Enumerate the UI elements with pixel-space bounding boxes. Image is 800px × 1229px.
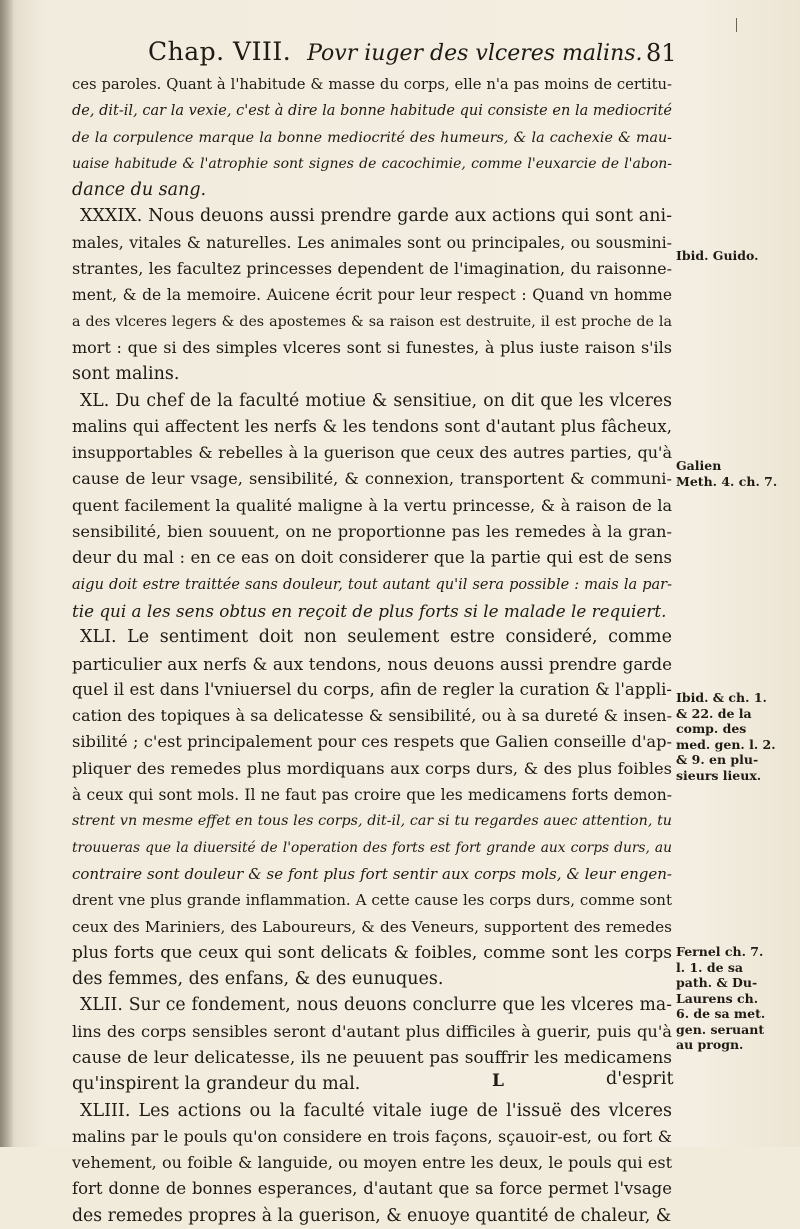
- margin-note-galien: [676, 458, 794, 489]
- margin-note-ibid-guido: [676, 248, 794, 264]
- text-line: contraire sont douleur & se font plus fort sentir aux corps mols, & leur engen-: [72, 864, 672, 883]
- text-line: XXXIX. Nous deuons aussi prendre garde aux actions qui sont ani-: [80, 206, 672, 227]
- text-line: tie qui a les sens obtus en reçoit de plus forts si le malade le requiert.: [72, 600, 667, 621]
- text-line: drent vne plus grande inflammation. A cette cause les corps durs, comme sont: [72, 891, 672, 910]
- text-line: trouueras que la diuersité de l'operation des forts est fort grande aux corps durs, au: [72, 839, 672, 856]
- margin-note-line: Laurens ch.: [676, 990, 759, 1006]
- text-line: lins des corps sensibles seront d'autant plus difficiles à guerir, puis qu'à: [72, 1021, 672, 1041]
- text-line: fort donne de bonnes esperances, d'autant que sa force permet l'vsage: [72, 1179, 672, 1199]
- text-line: strantes, les facultez princesses dependent de l'imagination, du raisonne-: [72, 259, 672, 279]
- margin-note-line: 6. de sa met.: [676, 1006, 766, 1021]
- text-line: ment, & de la memoire. Auicene écrit pour leur respect : Quand vn homme: [72, 286, 672, 305]
- text-line: des remedes propres à la guerison, & enuoye quantité de chaleur, &: [72, 1205, 672, 1226]
- margin-note-ibid-comp: [676, 690, 794, 783]
- text-line: sensibilité, bien souuent, on ne proportionne pas les remedes à la gran-: [72, 522, 672, 542]
- margin-note-line: gen. seruant: [676, 1021, 765, 1037]
- text-line: dance du sang.: [72, 180, 207, 201]
- text-line: qu'inspirent la grandeur du mal.: [72, 1074, 361, 1095]
- text-line: quel il est dans l'vniuersel du corps, afin de regler la curation & l'appli-: [72, 679, 672, 699]
- text-line: particulier aux nerfs & aux tendons, nous deuons aussi prendre garde: [72, 653, 672, 674]
- text-line: a des vlceres legers & des apostemes & sa raison est destruite, il est proche de la: [72, 313, 672, 330]
- signature-mark: L: [492, 1071, 504, 1091]
- margin-note-line: path. & Du-: [676, 975, 758, 990]
- margin-note-line: & 22. de la: [676, 705, 752, 721]
- margin-note-line: l. 1. de sa: [676, 959, 744, 975]
- margin-note-line: sieurs lieux.: [676, 767, 762, 783]
- text-line: pliquer des remedes plus mordiquans aux corps durs, & des plus foibles: [72, 758, 672, 778]
- margin-note-line: & 9. en plu-: [676, 752, 759, 767]
- text-line: vehement, ou foible & languide, ou moyen entre les deux, le pouls qui est: [72, 1153, 672, 1173]
- margin-note-line: Galien: [676, 458, 722, 473]
- page-mark: [736, 18, 737, 32]
- margin-note-line: comp. des: [676, 721, 747, 736]
- text-line: cation des topiques à sa delicatesse & sensibilité, ou à sa dureté & insen-: [72, 706, 672, 726]
- running-title: Povr iuger des vlceres malins.: [307, 41, 643, 66]
- text-line: uaise habitude & l'atrophie sont signes de cacochimie, comme l'euxarcie de l'abon-: [72, 155, 672, 172]
- text-line: sont malins.: [72, 364, 180, 385]
- running-header: [148, 34, 660, 70]
- text-line: quent facilement la qualité maligne à la vertu princesse, & à raison de la: [72, 495, 672, 515]
- text-line: mort : que si des simples vlceres sont si funestes, à plus iuste raison s'ils: [72, 337, 672, 357]
- text-line: plus forts que ceux qui sont delicats & foibles, comme sont les corps: [72, 942, 672, 963]
- text-line: ces paroles. Quant à l'habitude & masse du corps, elle n'a pas moins de certitu-: [72, 76, 672, 93]
- page-number: 81: [646, 39, 677, 67]
- catchword: d'esprit: [606, 1069, 674, 1089]
- binding-gutter: [0, 0, 14, 1147]
- text-line: strent vn mesme effet en tous les corps, dit-il, car si tu regardes auec attention, tu: [72, 813, 672, 830]
- margin-note-line: Ibid. Guido.: [676, 248, 759, 263]
- chapter-label: Chap. VIII.: [148, 37, 292, 66]
- text-line: des femmes, des enfans, & des eunuques.: [72, 969, 444, 990]
- margin-note-line: au progn.: [676, 1037, 744, 1052]
- text-line: de, dit-il, car la vexie, c'est à dire la bonne habitude qui consiste en la mediocrité: [72, 103, 672, 120]
- text-line: XL. Du chef de la faculté motiue & sensitiue, on dit que les vlceres: [80, 390, 672, 411]
- margin-note-line: Ibid. & ch. 1.: [676, 690, 767, 705]
- text-line: XLI. Le sentiment doit non seulement estre consideré, comme: [80, 627, 672, 648]
- text-line: deur du mal : en ce eas on doit considerer que la partie qui est de sens: [72, 548, 672, 568]
- body-text: [72, 72, 672, 1229]
- text-line: de la corpulence marque la bonne mediocrité des humeurs, & la cachexie & mau-: [72, 129, 672, 146]
- text-line: à ceux qui sont mols. Il ne faut pas croire que les medicamens forts demon-: [72, 786, 672, 805]
- text-line: cause de leur delicatesse, ils ne peuuent pas souffrir les medicamens: [72, 1047, 672, 1068]
- text-line: XLIII. Les actions ou la faculté vitale iuge de l'issuë des vlceres: [80, 1100, 672, 1121]
- text-line: cause de leur vsage, sensibilité, & connexion, transportent & communi-: [72, 469, 672, 489]
- margin-note-line: Fernel ch. 7.: [676, 944, 764, 959]
- margin-note-line: Meth. 4. ch. 7.: [676, 473, 778, 489]
- text-line: insupportables & rebelles à la guerison que ceux des autres parties, qu'à: [72, 443, 672, 463]
- text-line: aigu doit estre traittée sans douleur, tout autant qu'il sera possible : mais la par-: [72, 576, 672, 593]
- text-line: XLII. Sur ce fondement, nous deuons conclurre que les vlceres ma-: [80, 995, 672, 1016]
- text-line: sibilité ; c'est principalement pour ces respets que Galien conseille d'ap-: [72, 732, 672, 752]
- text-line: malins par le pouls qu'on considere en trois façons, sçauoir-est, ou fort &: [72, 1126, 672, 1146]
- text-line: ceux des Mariniers, des Laboureurs, & des Veneurs, supportent des remedes: [72, 917, 672, 936]
- text-line: males, vitales & naturelles. Les animales sont ou principales, ou sousmini-: [72, 232, 672, 252]
- margin-note-line: med. gen. l. 2.: [676, 736, 776, 752]
- margin-note-fernel: [676, 944, 794, 1053]
- text-line: malins qui affectent les nerfs & les tendons sont d'autant plus fâcheux,: [72, 416, 672, 436]
